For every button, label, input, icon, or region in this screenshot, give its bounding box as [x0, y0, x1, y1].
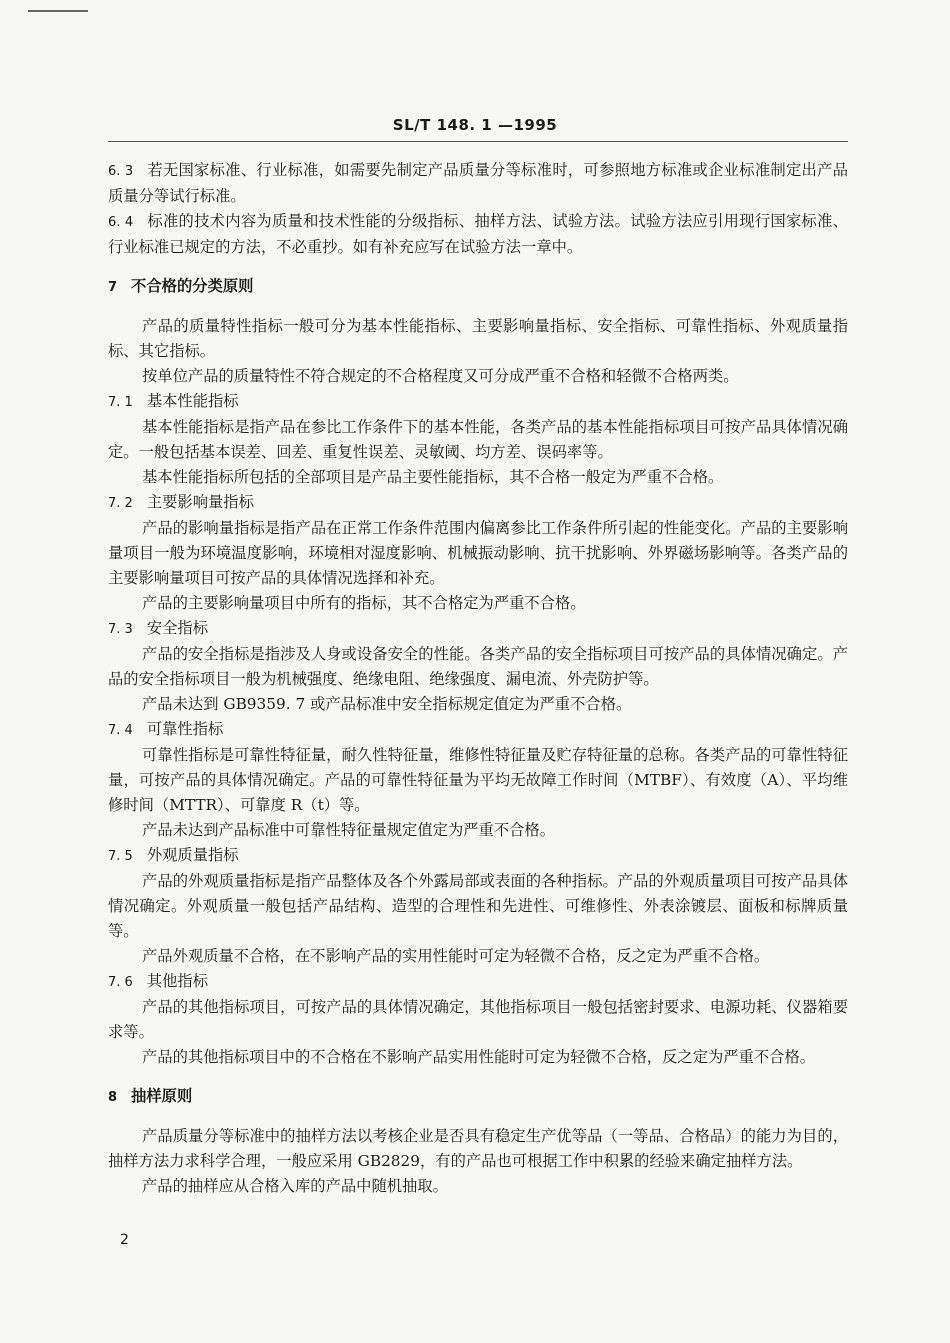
section-8-paragraph: 产品质量分等标准中的抽样方法以考核企业是否具有稳定生产优等品（一等品、合格品）的能力为目的，抽样方法力求科学合理，一般应采用 GB2829，有的产品也可根据工作中积累的经验来确定抽样方法。 — [108, 1127, 848, 1170]
clause-7-5-heading — [108, 843, 848, 869]
clause-title: 可靠性指标 — [146, 720, 224, 738]
clause-number: 6. 4 — [108, 215, 134, 230]
page-number: 2 — [120, 1232, 129, 1248]
clause-number: 7. 5 — [108, 849, 133, 864]
clause-7-1-paragraph: 基本性能指标是指产品在参比工作条件下的基本性能，各类产品的基本性能指标项目可按产品具体情况确定。一般包括基本误差、回差、重复性误差、灵敏阈、均方差、误码率等。 — [108, 418, 848, 461]
section-7-paragraph: 产品的质量特性指标一般可分为基本性能指标、主要影响量指标、安全指标、可靠性指标、外观质量指标、其它指标。 — [108, 317, 848, 360]
clause-6-4 — [108, 209, 848, 260]
section-title: 抽样原则 — [131, 1087, 193, 1105]
clause-7-2-paragraph: 产品的主要影响量项目中所有的指标，其不合格定为严重不合格。 — [142, 594, 586, 612]
clause-7-1-heading — [108, 389, 848, 415]
clause-number: 7. 4 — [108, 723, 133, 738]
clause-text: 若无国家标准、行业标准，如需要先制定产品质量分等标准时，可参照地方标准或企业标准制定出产品质量分等试行标准。 — [108, 161, 848, 205]
clause-7-2-paragraph: 产品的影响量指标是指产品在正常工作条件范围内偏离参比工作条件所引起的性能变化。产品的主要影响量项目一般为环境温度影响，环境相对湿度影响、机械振动影响、抗干扰影响、外界磁场影响等。各类产品的主要影响量项目可按产品的具体情况选择和补充。 — [108, 519, 848, 587]
clause-number: 7. 2 — [108, 496, 133, 511]
clause-title: 主要影响量指标 — [146, 493, 254, 511]
section-8-paragraph: 产品的抽样应从合格入库的产品中随机抽取。 — [142, 1177, 448, 1195]
clause-7-6-paragraph: 产品的其他指标项目中的不合格在不影响产品实用性能时可定为轻微不合格，反之定为严重不合格。 — [142, 1048, 816, 1066]
clause-title: 基本性能指标 — [146, 392, 239, 410]
clause-number: 7. 6 — [108, 975, 133, 990]
clause-7-6-paragraph: 产品的其他指标项目，可按产品的具体情况确定，其他指标项目一般包括密封要求、电源功耗、仪器箱要求等。 — [108, 998, 848, 1041]
section-number: 7 — [108, 280, 118, 295]
clause-text: 标准的技术内容为质量和技术性能的分级指标、抽样方法、试验方法。试验方法应引用现行国家标准、行业标准已规定的方法，不必重抄。如有补充应写在试验方法一章中。 — [108, 212, 848, 256]
clause-7-5-paragraph: 产品外观质量不合格，在不影响产品的实用性能时可定为轻微不合格，反之定为严重不合格。 — [142, 947, 770, 965]
clause-7-6-heading — [108, 969, 848, 995]
clause-7-5-paragraph: 产品的外观质量指标是指产品整体及各个外露局部或表面的各种指标。产品的外观质量项目可按产品具体情况确定。外观质量一般包括产品结构、造型的合理性和先进性、可维修性、外表涂镀层、面板和标牌质量等。 — [108, 872, 848, 940]
section-7-heading — [108, 274, 848, 300]
clause-6-3 — [108, 158, 848, 209]
clause-7-3-paragraph: 产品的安全指标是指涉及人身或设备安全的性能。各类产品的安全指标项目可按产品的具体情况确定。产品的安全指标项目一般为机械强度、绝缘电阻、绝缘强度、漏电流、外壳防护等。 — [108, 645, 848, 688]
clause-title: 安全指标 — [146, 619, 209, 637]
section-title: 不合格的分类原则 — [131, 277, 254, 295]
clause-title: 其他指标 — [146, 972, 209, 990]
clause-7-2-heading — [108, 490, 848, 516]
clause-title: 外观质量指标 — [146, 846, 239, 864]
clause-number: 6. 3 — [108, 164, 134, 179]
clause-7-4-heading — [108, 717, 848, 743]
clause-7-4-paragraph: 产品未达到产品标准中可靠性特征量规定值定为严重不合格。 — [142, 821, 556, 839]
section-7-paragraph: 按单位产品的质量特性不符合规定的不合格程度又可分成严重不合格和轻微不合格两类。 — [142, 367, 739, 385]
corner-rule — [28, 10, 88, 12]
document-code: SL/T 148. 1 —1995 — [392, 116, 558, 134]
clause-number: 7. 3 — [108, 622, 133, 637]
clause-7-1-paragraph: 基本性能指标所包括的全部项目是产品主要性能指标，其不合格一般定为严重不合格。 — [142, 468, 724, 486]
clause-number: 7. 1 — [108, 395, 133, 410]
clause-7-3-paragraph: 产品未达到 GB9359. 7 或产品标准中安全指标规定值定为严重不合格。 — [142, 695, 632, 713]
clause-7-4-paragraph: 可靠性指标是可靠性特征量，耐久性特征量，维修性特征量及贮存特征量的总称。各类产品的可靠性特征量，可按产品的具体情况确定。产品的可靠性特征量为平均无故障工作时间（MTBF）、有效度（A）、平均维修时间（MTTR）、可靠度 R（t）等。 — [108, 746, 848, 814]
document-body — [108, 158, 848, 1199]
clause-7-3-heading — [108, 616, 848, 642]
header-rule — [108, 141, 848, 142]
section-number: 8 — [108, 1090, 118, 1105]
section-8-heading — [108, 1084, 848, 1110]
